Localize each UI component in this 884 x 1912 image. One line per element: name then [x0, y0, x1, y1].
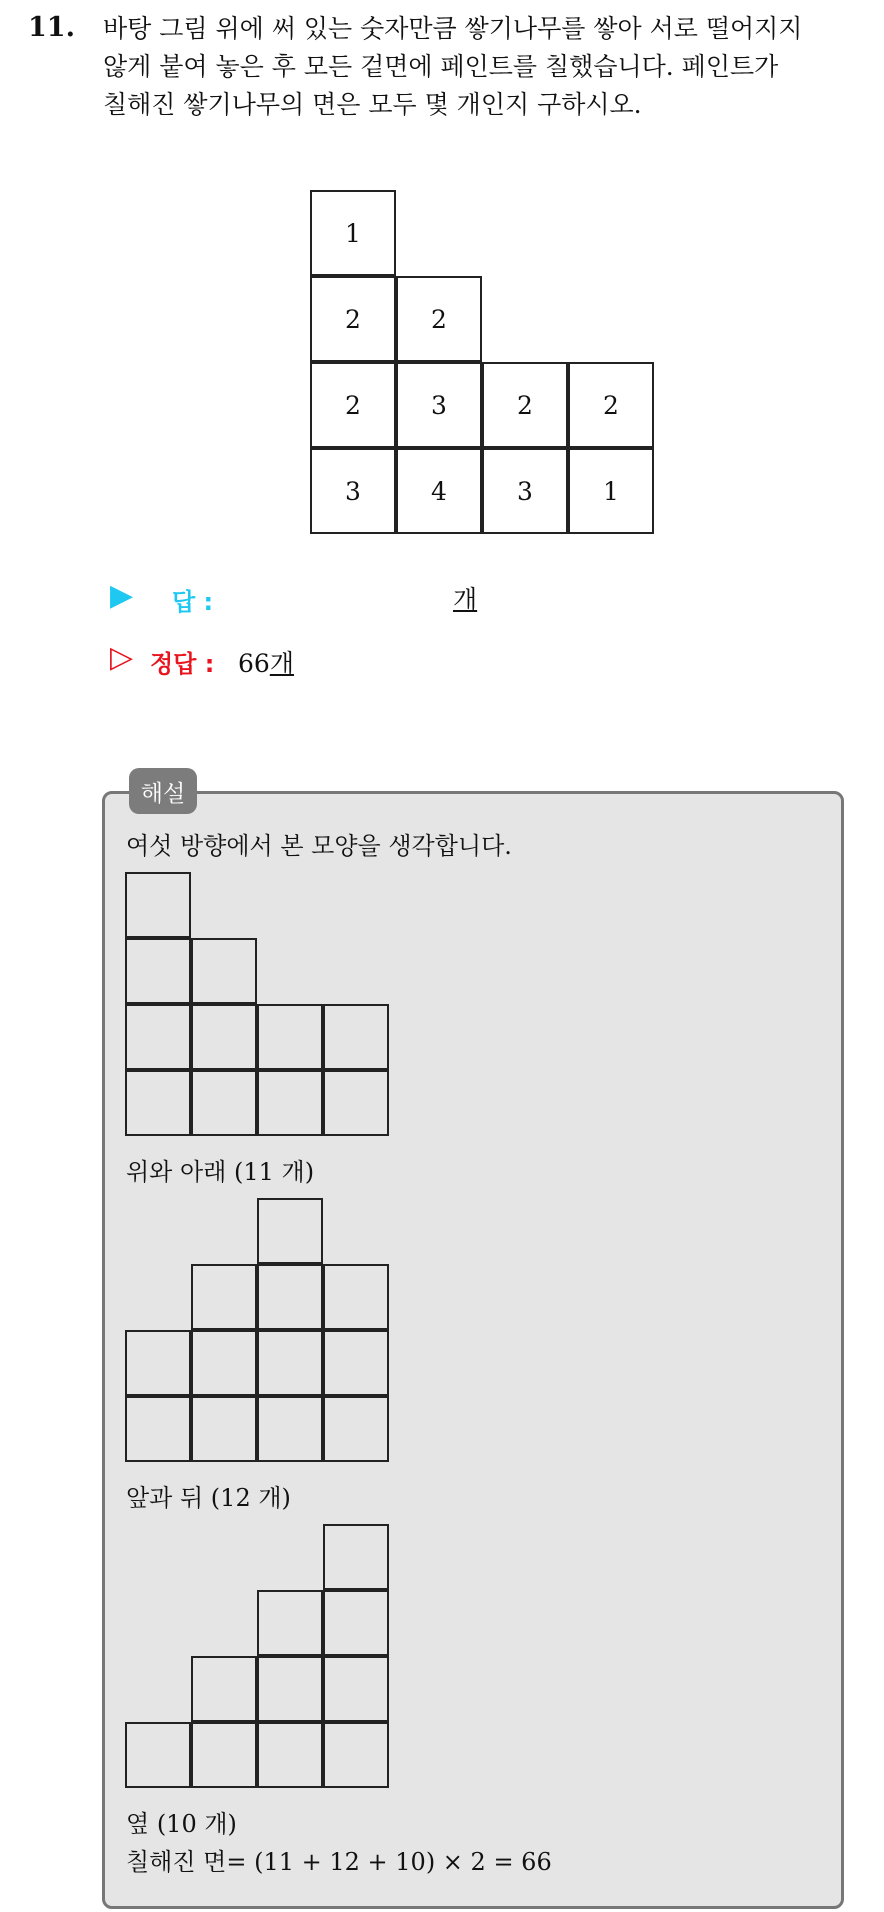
grid-cell: 4 [396, 448, 482, 534]
view-square [257, 1330, 323, 1396]
view-square [191, 938, 257, 1004]
view-square [257, 1004, 323, 1070]
top-view-figure [125, 872, 391, 1138]
view-square [191, 1330, 257, 1396]
view-square [323, 1070, 389, 1136]
grid-cell: 2 [396, 276, 482, 362]
view-square [125, 1330, 191, 1396]
side-view-figure [125, 1524, 391, 1790]
view-square [323, 1330, 389, 1396]
view-square [191, 1722, 257, 1788]
correct-number: 66 [238, 649, 270, 678]
view-square [191, 1656, 257, 1722]
view-square [191, 1070, 257, 1136]
grid-cell: 2 [310, 276, 396, 362]
correct-label: 정답 : [150, 650, 215, 678]
correct-unit: 개 [269, 649, 294, 678]
grid-cell: 3 [310, 448, 396, 534]
view-square [257, 1198, 323, 1264]
side-view-caption: 옆 (10 개) [126, 1810, 237, 1838]
view-square [257, 1590, 323, 1656]
view-square [257, 1396, 323, 1462]
question-number: 11. [28, 12, 75, 43]
front-view-caption: 앞과 뒤 (12 개) [126, 1484, 291, 1512]
view-square [125, 1396, 191, 1462]
view-square [125, 938, 191, 1004]
grid-cell: 2 [482, 362, 568, 448]
question-line: 칠해진 쌓기나무의 면은 모두 몇 개인지 구하시오. [103, 90, 642, 119]
view-square [191, 1004, 257, 1070]
correct-marker-icon: ▷ [110, 640, 134, 675]
view-square [125, 1070, 191, 1136]
question-line: 않게 붙여 놓은 후 모든 겉면에 페인트를 칠했습니다. 페인트가 [103, 52, 779, 81]
grid-cell: 3 [482, 448, 568, 534]
base-grid [310, 190, 656, 536]
grid-cell: 1 [310, 190, 396, 276]
view-square [257, 1722, 323, 1788]
view-square [125, 872, 191, 938]
view-square [191, 1396, 257, 1462]
view-square [323, 1590, 389, 1656]
view-square [323, 1004, 389, 1070]
correct-value [238, 644, 294, 680]
view-square [191, 1264, 257, 1330]
explanation-result: 칠해진 면= (11 + 12 + 10) × 2 = 66 [126, 1848, 552, 1876]
top-view-caption: 위와 아래 (11 개) [126, 1158, 315, 1186]
grid-cell: 3 [396, 362, 482, 448]
view-square [257, 1264, 323, 1330]
view-square [323, 1524, 389, 1590]
grid-cell: 2 [568, 362, 654, 448]
question-text [103, 10, 863, 124]
view-square [323, 1722, 389, 1788]
question-line: 바탕 그림 위에 써 있는 숫자만큼 쌓기나무를 쌓아 서로 떨어지지 [103, 14, 803, 43]
view-square [125, 1004, 191, 1070]
answer-label: 답 : [172, 588, 214, 616]
view-square [323, 1264, 389, 1330]
view-square [257, 1656, 323, 1722]
front-view-figure [125, 1198, 391, 1464]
explanation-intro: 여섯 방향에서 본 모양을 생각합니다. [126, 832, 512, 860]
grid-cell: 2 [310, 362, 396, 448]
answer-unit: 개 [453, 585, 478, 614]
explanation-tab: 해설 [129, 768, 197, 814]
answer-marker-icon: ▶ [110, 578, 134, 613]
view-square [257, 1070, 323, 1136]
view-square [125, 1722, 191, 1788]
view-square [323, 1656, 389, 1722]
view-square [323, 1396, 389, 1462]
grid-cell: 1 [568, 448, 654, 534]
